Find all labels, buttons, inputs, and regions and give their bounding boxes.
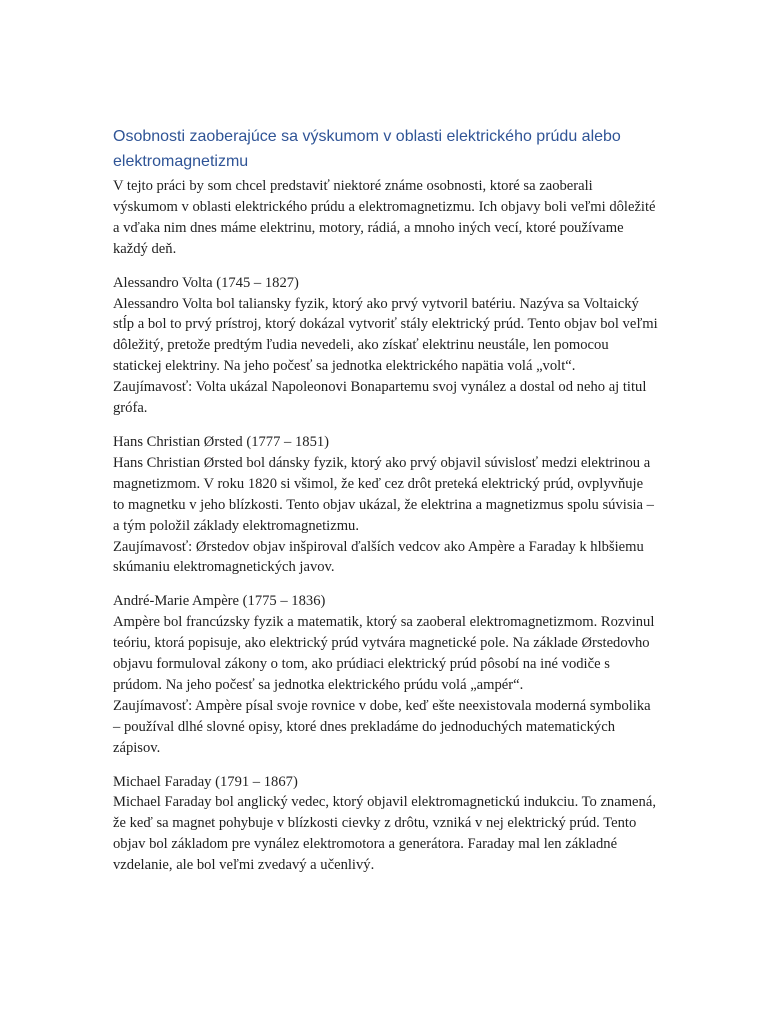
section-volta bbox=[113, 273, 658, 419]
section-title: André-Marie Ampère (1775 – 1836) bbox=[113, 593, 326, 610]
section-faraday bbox=[113, 772, 658, 877]
section-fact: Zaujímavosť: Ampère písal svoje rovnice v dobe, keď ešte neexistovala moderná symbolika – používal dlhé slovné opisy, ktoré dnes prekladáme do jednoduchých matematických zápisov. bbox=[113, 697, 651, 756]
section-fact: Zaujímavosť: Volta ukázal Napoleonovi Bonapartemu svoj vynález a dostal od neho aj titul grófa. bbox=[113, 379, 647, 417]
section-ampere bbox=[113, 591, 658, 758]
section-fact: Zaujímavosť: Ørstedov objav inšpiroval ďalších vedcov ako Ampère a Faraday k hlbšiemu skúmaniu elektromagnetických javov. bbox=[113, 538, 644, 576]
section-orsted bbox=[113, 432, 658, 578]
section-body: Hans Christian Ørsted bol dánsky fyzik, ktorý ako prvý objavil súvislosť medzi elektrinou a magnetizmom. V roku 1820 si všimol, že keď cez drôt preteká elektrický prúd, ovplyvňuje to magnetku v jeho blízkosti. Tento objav ukázal, že elektrina a magnetizmus spolu súvisia – a tým položil základy elektromagnetizmu. bbox=[113, 454, 654, 534]
section-body: Michael Faraday bol anglický vedec, ktorý objavil elektromagnetickú indukciu. To znamená, že keď sa magnet pohybuje v blízkosti cievky z drôtu, vzniká v nej elektrický prúd. Tento objav bol základom pre vynález elektromotora a generátora. Faraday mal len základné vzdelanie, ale bol veľmi zvedavý a učenlivý. bbox=[113, 794, 656, 874]
document-heading: Osobnosti zaoberajúce sa výskumom v oblasti elektrického prúdu alebo elektromagnetizmu bbox=[113, 128, 621, 170]
section-title: Alessandro Volta (1745 – 1827) bbox=[113, 274, 299, 291]
section-title: Hans Christian Ørsted (1777 – 1851) bbox=[113, 433, 330, 450]
section-body: Alessandro Volta bol taliansky fyzik, ktorý ako prvý vytvoril batériu. Nazýva sa Voltaický stĺp a bol to prvý prístroj, ktorý dokázal vytvoriť stály elektrický prúd. Tento objav bol veľmi dôležitý, pretože predtým ľudia nevedeli, ako získať elektrinu neustále, len pomocou statickej elektriny. Na jeho počesť sa jednotka elektrického napätia volá „volt“. bbox=[113, 295, 658, 375]
section-body: Ampère bol francúzsky fyzik a matematik, ktorý sa zaoberal elektromagnetizmom. Rozvinul teóriu, ktorá popisuje, ako elektrický prúd vytvára magnetické pole. Na základe Ørstedovho objavu formuloval zákony o tom, ako prúdiaci elektrický prúd pôsobí na iné vodiče s prúdom. Na jeho počesť sa jednotka elektrického prúdu volá „ampér“. bbox=[113, 614, 655, 693]
intro-paragraph: V tejto práci by som chcel predstaviť niektoré známe osobnosti, ktoré sa zaoberali výskumom v oblasti elektrického prúdu a elektromagnetizmu. Ich objavy boli veľmi dôležité a vďaka nim dnes máme elektrinu, motory, rádiá, a mnoho iných vecí, ktoré používame každý deň. bbox=[113, 178, 656, 257]
document-page bbox=[113, 124, 658, 889]
section-title: Michael Faraday (1791 – 1867) bbox=[113, 773, 298, 790]
